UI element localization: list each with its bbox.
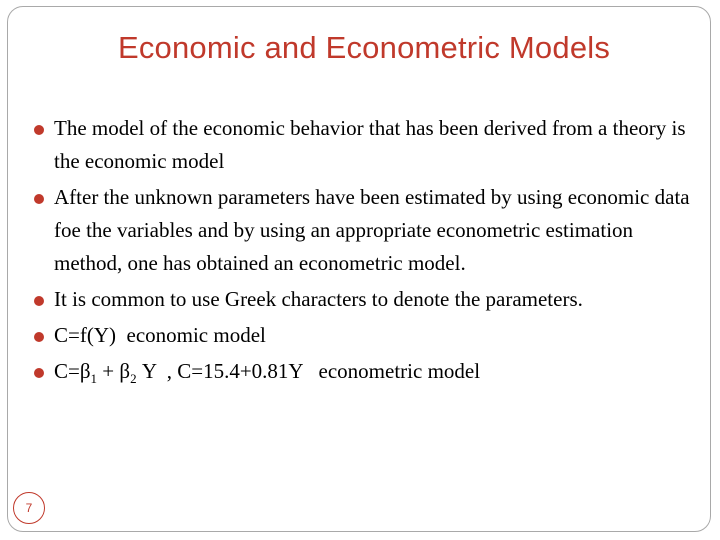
- bullet-dot-icon: [34, 194, 44, 204]
- equation-subscript-1: 1: [90, 371, 98, 387]
- bullet-text: It is common to use Greek characters to denote the parameters.: [54, 287, 583, 311]
- bullet-text: The model of the economic behavior that has been derived from a theory is the economic model: [54, 116, 686, 173]
- equation-text: [54, 359, 481, 387]
- bullet-list: [34, 112, 694, 398]
- bullet-item: [34, 112, 694, 178]
- bullet-item: [34, 181, 694, 280]
- equation-subscript-2: 2: [130, 371, 137, 387]
- bullet-dot-icon: [34, 296, 44, 306]
- bullet-item: [34, 283, 694, 316]
- bullet-item-equation: [34, 355, 694, 395]
- equation-mid: + β: [97, 359, 131, 383]
- bullet-text: After the unknown parameters have been estimated by using economic data foe the variables and by using an appropriate econometric estimation method, one has obtained an econometric model.: [54, 185, 690, 275]
- bullet-item: [34, 319, 694, 352]
- bullet-text: C=f(Y) economic model: [54, 323, 266, 347]
- bullet-dot-icon: [34, 332, 44, 342]
- bullet-dot-icon: [34, 368, 44, 378]
- slide-title: Economic and Econometric Models: [117, 30, 611, 65]
- equation-prefix: C=β: [54, 359, 91, 383]
- bullet-dot-icon: [34, 125, 44, 135]
- equation-suffix: Y , C=15.4+0.81Y econometric model: [136, 359, 481, 383]
- page-number-badge: 7: [13, 492, 45, 524]
